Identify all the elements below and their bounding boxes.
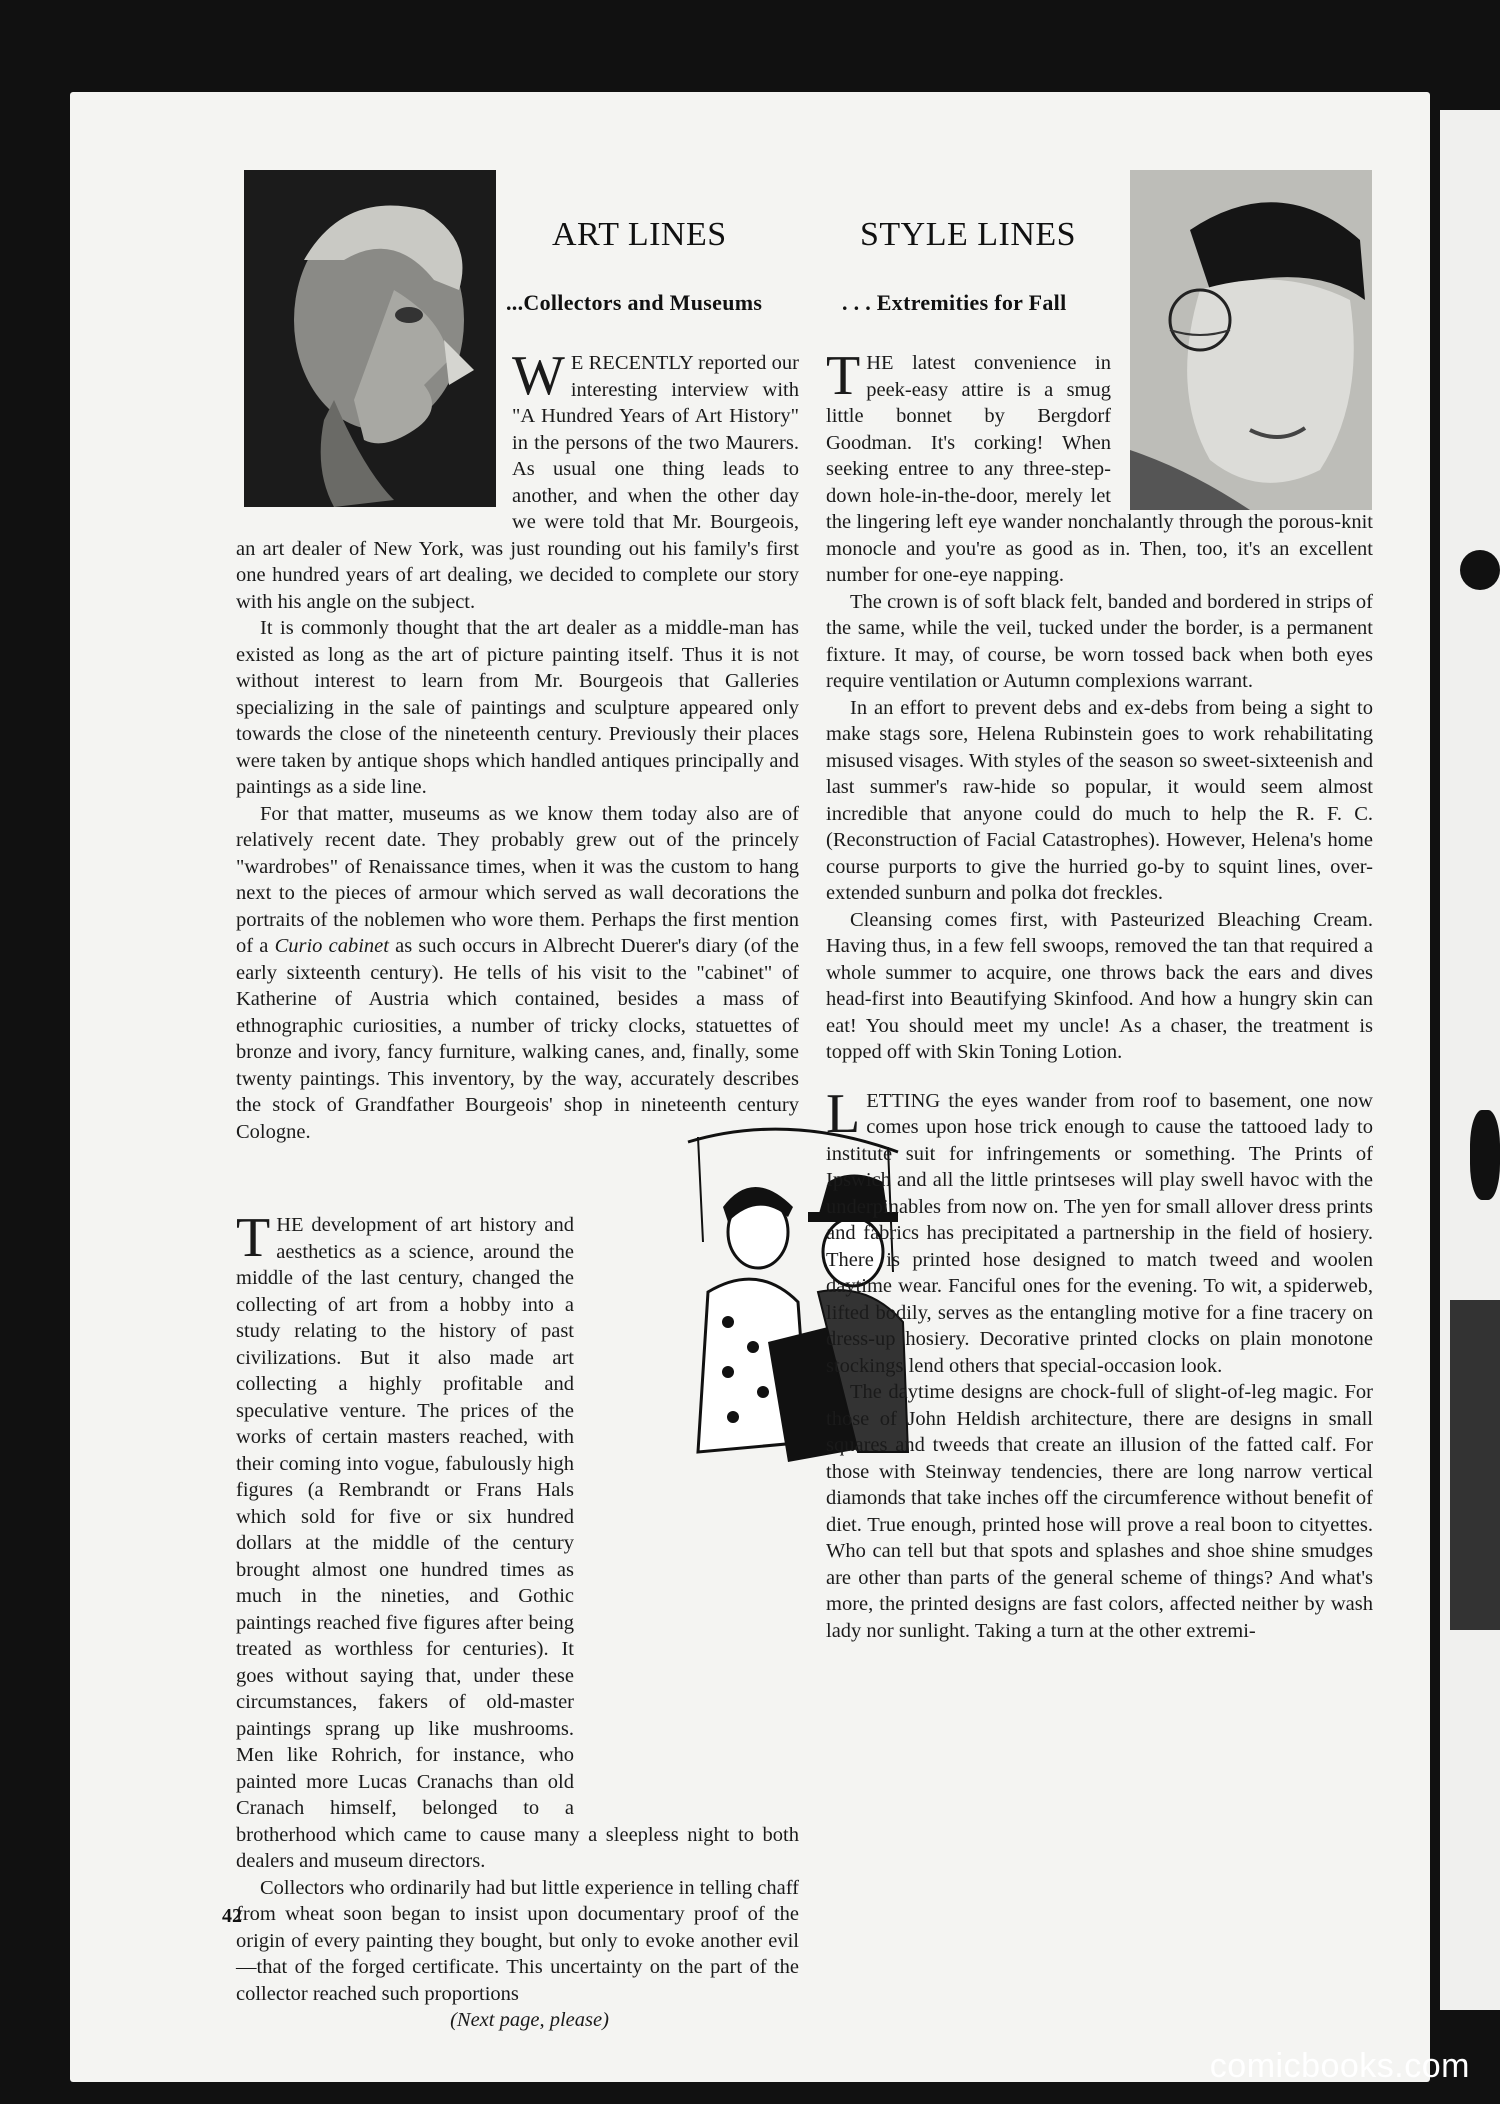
art-lines-intro bbox=[236, 345, 799, 1145]
style-lines-paragraph: The daytime designs are chock-full of slight-of-leg magic. For those of John Heldish architecture, there are designs in small squares and tweeds that create an illusion of the fatted calf. For those with Steinway tendencies, there are long narrow vertical diamonds that take inches off the circumference without benefit of diet. True enough, printed hose will prove a real boon to cityettes. Who can tell but that spots and splashes and shoe shine smudges are other than parts of the general scheme of things? And what's more, the printed designs are fast colors, affected neither by wash lady nor sunlight. Taking a turn at the other extremi- bbox=[826, 1381, 1373, 1642]
art-lines-paragraph: E RECENTLY reported our interesting interview with "A Hundred Years of Art History" in the persons of the two Maurers. As usual one thing leads to another, and when the other day we were told that Mr. Bourgeois, an art dealer of New York, was just rounding out his family's first one hundred years of art dealing, we decided to complete our story with his angle on the subject. bbox=[236, 352, 799, 613]
style-lines-paragraph: In an effort to prevent debs and ex-debs from being a sight to make stags sore, Helena Rubinstein goes to work rehabilitating misused visages. With styles of the season so sweet-sixteenish and last summer's raw-hide so popular, it would seem almost incredible that anyone could do much to help the R. F. C. (Reconstruction of Facial Catastrophes). However, Helena's home course purports to give the hurried go-by to squint lines, over-extended sunburn and polka dot freckles. bbox=[826, 696, 1373, 904]
style-lines-paragraph: ETTING the eyes wander from roof to basement, one now comes upon hose trick enough to cause the tattooed lady to institute suit for infringements or something. The Prints of Ipswich and all the little printseses will play swell havoc with the underpinables from now on. The yen for small allover dress prints and fabrics has precipitated a partnership in the field of hosiery. There is printed hose designed to match tweed and woolen daytime wear. Fanciful ones for the evening. To wit, a spiderweb, lifted bodily, serves as the entangling motive for a fine tracery on dress-up hosiery. Decorative printed clocks on plain monotone stockings lend others that special-occasion look. bbox=[826, 1089, 1373, 1377]
art-lines-paragraph: Collectors who ordinarily had but little experience in telling chaff from wheat soon began to insist upon documentary proof of the origin of every painting they bought, but only to evoke another evil—that of the forged certificate. This uncertainty on the part of the collector reached such proportions bbox=[236, 1876, 799, 2005]
style-lines-paragraph: HE latest convenience in peek-easy attire is a smug little bonnet by Bergdorf Goodman. It's corking! When seeking entree to any three-step-down hole-in-the-door, merely let the lingering left eye wander nonchalantly through the porous-knit monocle and you're as good as in. Then, too, it's an excellent number for one-eye napping. bbox=[826, 352, 1373, 586]
dropcap-t: T bbox=[826, 345, 861, 407]
art-lines-body bbox=[236, 1207, 799, 2034]
art-lines-subtitle: ...Collectors and Museums bbox=[506, 290, 763, 315]
dropcap-l: L bbox=[826, 1082, 861, 1145]
page-number: 42 bbox=[222, 1905, 242, 1927]
style-lines-paragraph: The crown is of soft black felt, banded and bordered in strips of the same, while the veil, tucked under the border, is a permanent fixture. It may, of course, be worn tossed back when both eyes require ventilation or Autumn complexions warrant. bbox=[826, 590, 1373, 692]
style-lines-subtitle: . . . Extremities for Fall bbox=[842, 290, 1067, 315]
facing-page-edge bbox=[1440, 110, 1500, 2010]
site-watermark: comicbooks.com bbox=[1209, 2047, 1470, 2085]
dropcap-w: W bbox=[512, 345, 565, 407]
art-lines-title: ART LINES bbox=[552, 216, 727, 253]
style-lines-body bbox=[826, 345, 1373, 1644]
art-lines-paragraph: It is commonly thought that the art dealer as a middle-man has existed as long as the art of picture painting itself. Thus it is not without interest to learn from Mr. Bourgeois that Galleries specializing in the sale of paintings and sculpture appeared only towards the close of the nineteenth century. Previously their places were taken by antique shops which handled antiques principally and paintings as a side line. bbox=[236, 617, 799, 798]
style-lines-paragraph: Cleansing comes first, with Pasteurized Bleaching Cream. Having thus, in a few fell swoops, removed the tan that required a whole summer to acquire, one throws back the ears and dives head-first into Beautifying Skinfood. And how a hungry skin can eat! You should meet my uncle! As a chaser, the treatment is topped off with Skin Toning Lotion. bbox=[826, 908, 1373, 1063]
art-lines-paragraph: HE development of art history and aesthetics as a science, around the middle of the last century, changed the collecting of art from a hobby into a study relating to the history of past civilizations. But it also made art collecting a highly profitable and speculative venture. The prices of the works of certain masters reached, with their coming into vogue, fabulously high figures (a Rembrandt or Frans Hals which sold for five or six hundred dollars at the middle of the century brought almost one hundred times as much in the nineties, and Gothic paintings reached five figures after being treated as worthless for centuries). It goes without saying that, under these circumstances, fakers of old-master paintings sprang up like mushrooms. Men like Rohrich, for instance, who painted more Lucas Cranachs than old Cranach himself, belonged to a brotherhood which came to cause many a sleepless night to both dealers and museum directors. bbox=[236, 1214, 799, 1872]
dropcap-t: T bbox=[236, 1207, 271, 1269]
art-lines-paragraph: For that matter, museums as we know them today also are of relatively recent date. They probably grew out of the princely "wardrobes" of Renaissance times, when it was the custom to hang next to the pieces of armour which served as wall decorations the portraits of the noblemen who wore them. Perhaps the first mention of a Curio cabinet as such occurs in Albrecht Duerer's diary (of the early sixteenth century). He tells of his visit to the "cabinet" of Katherine of Austria which contained, besides a mass of ethnographic curiosities, a number of tricky clocks, statuettes of bronze and ivory, fancy furniture, walking canes, and, finally, some twenty paintings. This inventory, by the way, accurately describes the stock of Grandfather Bourgeois' shop in nineteenth century Cologne. bbox=[236, 802, 799, 1143]
style-lines-title: STYLE LINES bbox=[860, 216, 1077, 253]
continued-note: (Next page, please) bbox=[450, 2009, 609, 2031]
